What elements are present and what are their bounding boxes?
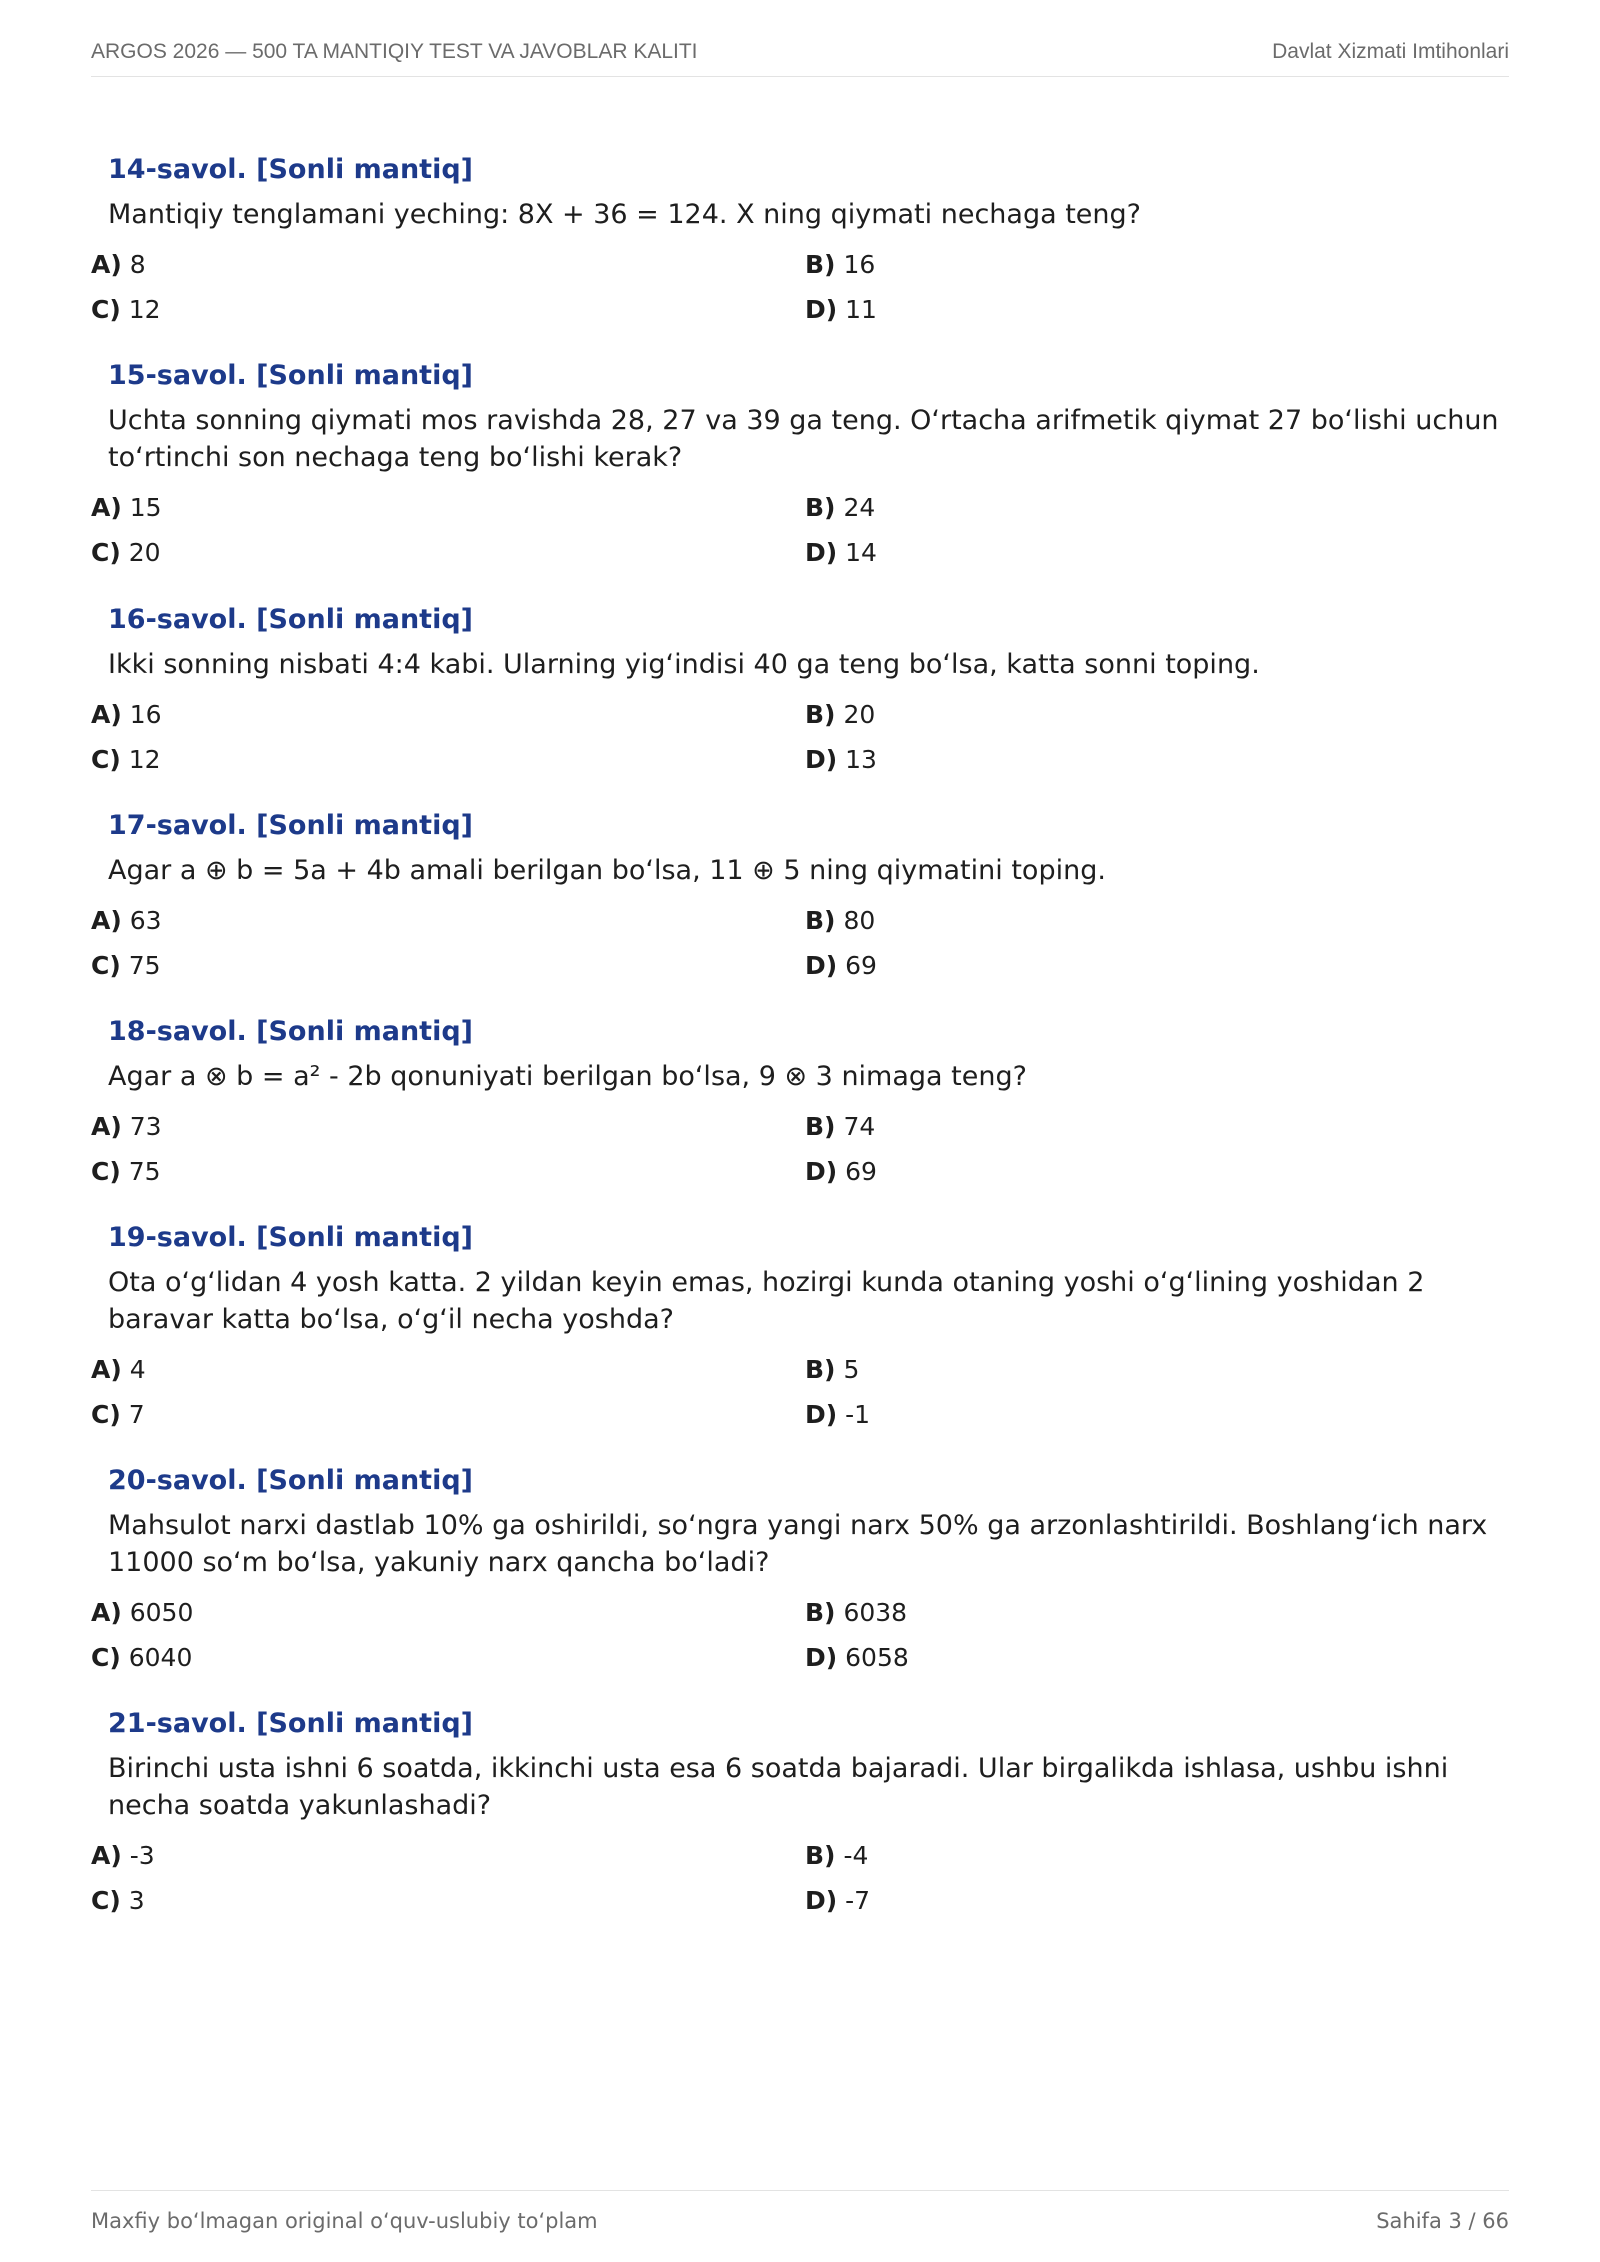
option-a[interactable] [91, 1355, 146, 1384]
option-value: 6058 [845, 1643, 909, 1672]
option-letter: B) [805, 1598, 836, 1627]
option-letter: A) [91, 906, 122, 935]
option-letter: C) [91, 1886, 121, 1915]
option-letter: D) [805, 295, 838, 324]
option-value: 15 [129, 493, 162, 522]
option-d[interactable] [805, 295, 877, 324]
option-a[interactable] [91, 700, 162, 729]
option-letter: B) [805, 700, 836, 729]
option-value: 6040 [128, 1643, 193, 1672]
question-title: 19-savol. [Sonli mantiq] [108, 1222, 474, 1253]
option-letter: C) [91, 1400, 121, 1429]
page-footer [91, 2190, 1509, 2241]
option-letter: B) [805, 1841, 836, 1870]
option-c[interactable] [91, 1886, 145, 1915]
option-value: -3 [129, 1841, 155, 1870]
question-title: 18-savol. [Sonli mantiq] [108, 1016, 474, 1047]
option-letter: B) [805, 250, 836, 279]
page-number: Sahifa 3 / 66 [1376, 2209, 1509, 2233]
option-letter: B) [805, 906, 836, 935]
question-title: 17-savol. [Sonli mantiq] [108, 810, 474, 841]
option-letter: C) [91, 745, 121, 774]
option-value: 16 [843, 250, 876, 279]
option-value: 13 [845, 745, 877, 774]
option-c[interactable] [91, 951, 161, 980]
option-value: -7 [845, 1886, 871, 1915]
question-text: Mahsulot narxi dastlab 10% ga oshirildi, so‘ngra yangi narx 50% ga arzonlashtirildi. Boshlang‘ich narx 11000 so‘m bo‘lsa, yakuniy narx qancha bo‘ladi? [108, 1510, 1488, 1578]
option-letter: A) [91, 250, 122, 279]
option-letter: B) [805, 1355, 836, 1384]
option-value: 63 [129, 906, 162, 935]
option-d[interactable] [805, 951, 877, 980]
option-a[interactable] [91, 250, 146, 279]
option-value: 4 [129, 1355, 146, 1384]
page-header [91, 36, 1509, 77]
option-d[interactable] [805, 1643, 909, 1672]
option-letter: A) [91, 1841, 122, 1870]
option-c[interactable] [91, 745, 161, 774]
header-section: Davlat Xizmati Imtihonlari [1272, 40, 1509, 63]
option-letter: C) [91, 538, 121, 567]
question-text: Agar a ⊕ b = 5a + 4b amali berilgan bo‘lsa, 11 ⊕ 5 ning qiymatini toping. [108, 855, 1106, 886]
question-title: 20-savol. [Sonli mantiq] [108, 1465, 474, 1496]
option-value: 20 [843, 700, 876, 729]
option-a[interactable] [91, 1112, 162, 1141]
question-text: Uchta sonning qiymati mos ravishda 28, 27 va 39 ga teng. O‘rtacha arifmetik qiymat 27 bo‘lishi uchun to‘rtinchi son nechaga teng bo‘lishi kerak? [108, 405, 1499, 473]
option-value: 6050 [129, 1598, 194, 1627]
option-letter: A) [91, 493, 122, 522]
option-letter: D) [805, 1886, 838, 1915]
option-a[interactable] [91, 493, 162, 522]
option-c[interactable] [91, 295, 161, 324]
option-value: 75 [128, 1157, 161, 1186]
option-b[interactable] [805, 250, 875, 279]
option-d[interactable] [805, 1400, 870, 1429]
option-letter: A) [91, 1598, 122, 1627]
question-text: Birinchi usta ishni 6 soatda, ikkinchi usta esa 6 soatda bajaradi. Ular birgalikda ishlasa, ushbu ishni necha soatda yakunlashadi? [108, 1753, 1449, 1821]
option-value: 69 [845, 951, 877, 980]
option-value: 12 [128, 295, 161, 324]
option-b[interactable] [805, 700, 875, 729]
option-b[interactable] [805, 1598, 907, 1627]
option-b[interactable] [805, 906, 875, 935]
option-value: 24 [843, 493, 876, 522]
option-letter: C) [91, 1643, 121, 1672]
question-title: 14-savol. [Sonli mantiq] [108, 154, 474, 185]
option-letter: D) [805, 1643, 838, 1672]
question-text: Ikki sonning nisbati 4:4 kabi. Ularning yig‘indisi 40 ga teng bo‘lsa, katta sonni toping. [108, 649, 1260, 680]
option-c[interactable] [91, 1643, 192, 1672]
option-a[interactable] [91, 1598, 193, 1627]
option-value: -1 [845, 1400, 871, 1429]
option-c[interactable] [91, 1400, 145, 1429]
option-value: 5 [843, 1355, 860, 1384]
option-value: 69 [845, 1157, 877, 1186]
option-a[interactable] [91, 906, 162, 935]
option-value: 16 [129, 700, 162, 729]
header-title: ARGOS 2026 — 500 TA MANTIQIY TEST VA JAVOBLAR KALITI [91, 40, 698, 63]
question-title: 21-savol. [Sonli mantiq] [108, 1708, 474, 1739]
option-b[interactable] [805, 493, 875, 522]
option-letter: D) [805, 951, 838, 980]
option-value: 12 [128, 745, 161, 774]
option-c[interactable] [91, 1157, 161, 1186]
option-letter: B) [805, 1112, 836, 1141]
footer-note: Maxfiy bo‘lmagan original o‘quv-uslubiy to‘plam [91, 2209, 598, 2233]
option-value: 73 [129, 1112, 162, 1141]
option-b[interactable] [805, 1355, 859, 1384]
question-text: Ota o‘g‘lidan 4 yosh katta. 2 yildan keyin emas, hozirgi kunda otaning yoshi o‘g‘lining yoshidan 2 baravar katta bo‘lsa, o‘g‘il necha yoshda? [108, 1267, 1425, 1335]
option-letter: A) [91, 700, 122, 729]
option-d[interactable] [805, 745, 877, 774]
option-c[interactable] [91, 538, 161, 567]
option-letter: D) [805, 538, 838, 567]
option-d[interactable] [805, 538, 877, 567]
question-title: 16-savol. [Sonli mantiq] [108, 604, 474, 635]
option-letter: C) [91, 1157, 121, 1186]
option-value: 20 [128, 538, 161, 567]
option-letter: D) [805, 745, 838, 774]
option-value: 3 [128, 1886, 145, 1915]
option-value: 11 [845, 295, 877, 324]
option-d[interactable] [805, 1886, 870, 1915]
option-letter: D) [805, 1400, 838, 1429]
option-letter: D) [805, 1157, 838, 1186]
option-value: 14 [845, 538, 877, 567]
option-value: 75 [128, 951, 161, 980]
question-title: 15-savol. [Sonli mantiq] [108, 360, 474, 391]
option-letter: B) [805, 493, 836, 522]
question-text: Agar a ⊗ b = a² - 2b qonuniyati berilgan bo‘lsa, 9 ⊗ 3 nimaga teng? [108, 1061, 1027, 1092]
option-letter: C) [91, 951, 121, 980]
option-value: 8 [129, 250, 146, 279]
option-letter: A) [91, 1112, 122, 1141]
option-b[interactable] [805, 1112, 875, 1141]
option-d[interactable] [805, 1157, 877, 1186]
option-a[interactable] [91, 1841, 155, 1870]
option-letter: C) [91, 295, 121, 324]
option-value: 80 [843, 906, 876, 935]
option-value: 74 [843, 1112, 876, 1141]
option-value: 6038 [843, 1598, 908, 1627]
option-b[interactable] [805, 1841, 868, 1870]
question-text: Mantiqiy tenglamani yeching: 8X + 36 = 124. X ning qiymati nechaga teng? [108, 199, 1142, 230]
option-letter: A) [91, 1355, 122, 1384]
option-value: -4 [843, 1841, 869, 1870]
option-value: 7 [128, 1400, 145, 1429]
